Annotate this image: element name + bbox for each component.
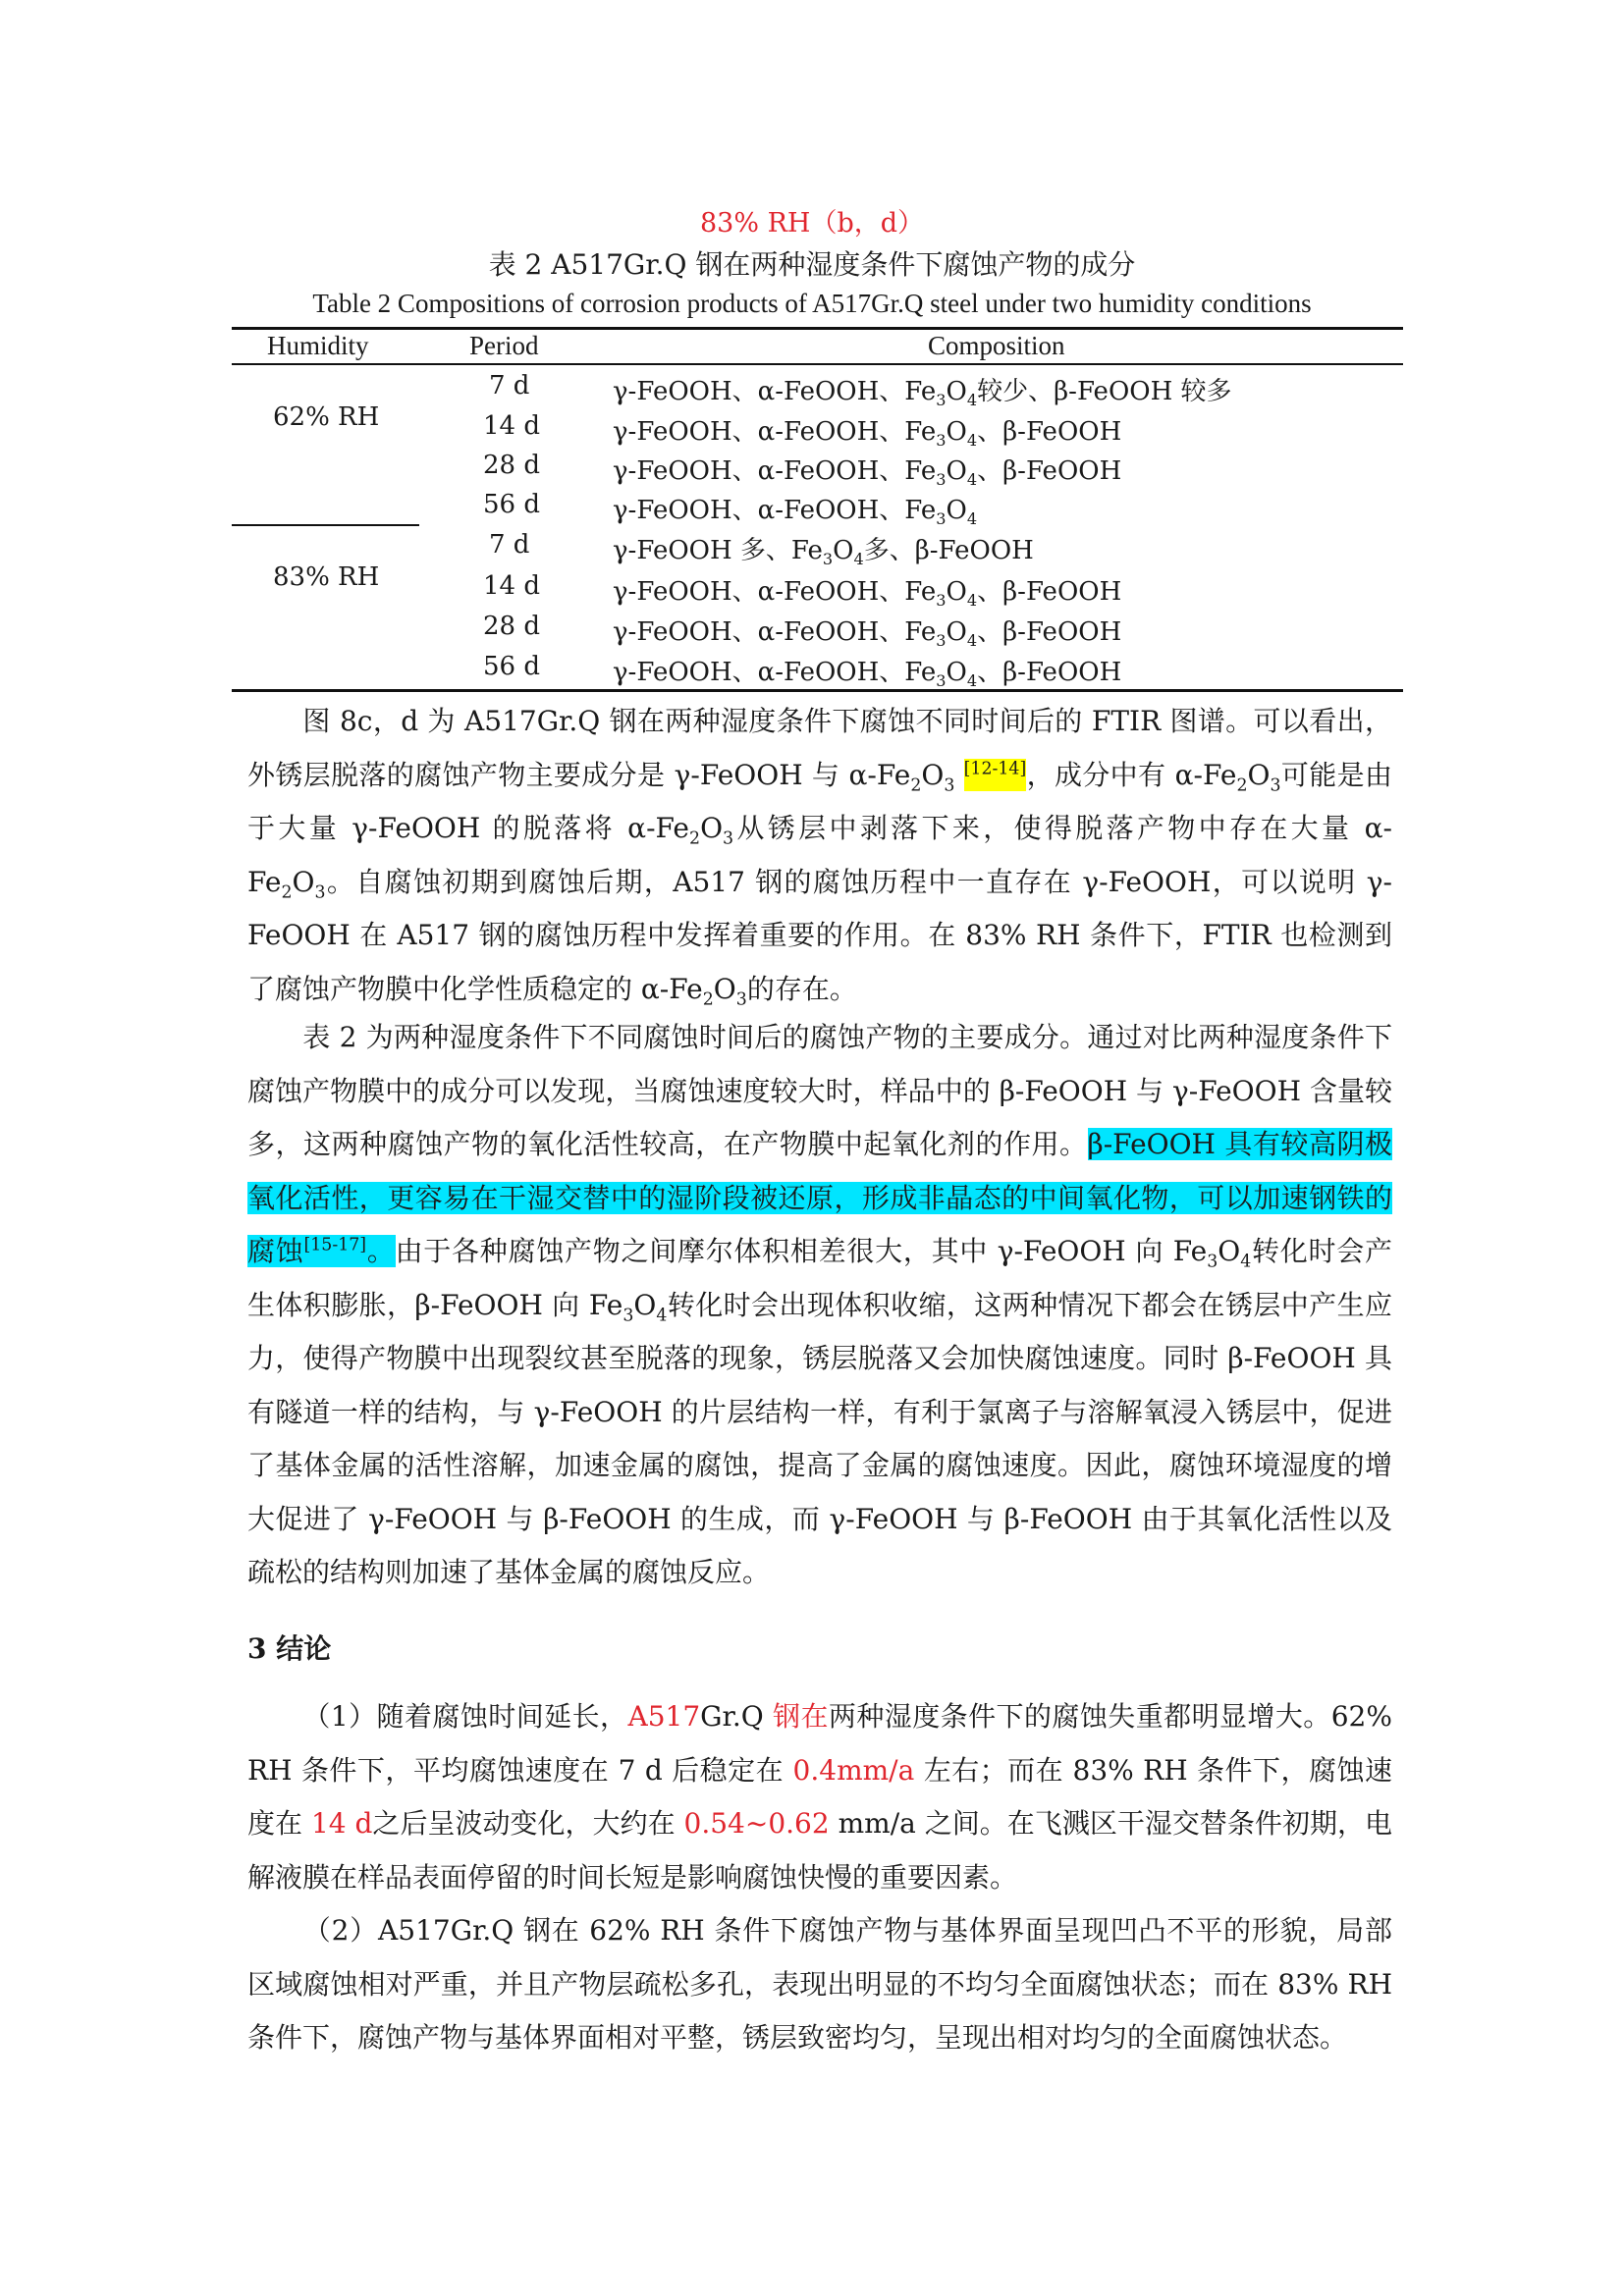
- table-humidity-62: 62% RH: [273, 402, 380, 432]
- table-row-period: 56 d: [483, 652, 540, 681]
- table-row-composition: γ-FeOOH、α-FeOOH、$Fe_3O_4$、β-FeOOH: [613, 577, 1122, 611]
- table-row-composition: γ-FeOOH、α-FeOOH、$Fe_3O_4$、β-FeOOH: [613, 456, 1122, 490]
- figure-caption-tail: 83% RH（b，d）: [699, 208, 925, 239]
- body-paragraph-conclusion-2: （2）A517Gr.Q 钢在 62% RH 条件下腐蚀产物与基体界面呈现凹凸不平的形貌，局部区域腐蚀相对严重，并且产物层疏松多孔，表现出明显的不均匀全面腐蚀状态；而在 83% RH 条件下，腐蚀产物与基体界面相对平整，锈层致密均匀，呈现出相对均匀的全面腐蚀状态。: [247, 1914, 1392, 2054]
- table-title-cn: 表 2 A517Gr.Q 钢在两种湿度条件下腐蚀产物的成分: [488, 248, 1136, 281]
- table-row-period: 28 d: [483, 612, 540, 641]
- citation-12-14: [12-14]: [964, 759, 1027, 791]
- table-title-en: Table 2 Compositions of corrosion products of A517Gr.Q steel under two humidity conditions: [312, 289, 1312, 318]
- table-header-period: Period: [469, 331, 539, 360]
- table-row-composition: γ-FeOOH、α-FeOOH、$Fe_3O_4$较少、β-FeOOH 较多: [613, 377, 1232, 410]
- table-humidity-83: 83% RH: [273, 562, 380, 592]
- body-paragraph-ftir: 图 8c，d 为 A517Gr.Q 钢在两种湿度条件下腐蚀不同时间后的 FTIR 图谱。可以看出，外锈层脱落的腐蚀产物主要成分是 γ-FeOOH 与 $\alpha-Fe_2O_3$ [12-14]，成分中有 $\alpha-Fe_2O_3$可能是由于大量 γ-FeOOH 的脱落将 $\alpha-Fe_2O_3$从锈层中剥落下来，使得脱落产物中存在大量 $\alpha-Fe_2O_3$。自腐蚀初期到腐蚀后期，A517 钢的腐蚀历程中一直存在 γ-FeOOH，可以说明 γ-FeOOH 在 A517 钢的腐蚀历程中发挥着重要的作用。在 83% RH 条件下，FTIR 也检测到了腐蚀产物膜中化学性质稳定的 $\alpha-Fe_2O_3$的存在。: [247, 705, 1392, 1010]
- table-row-composition: γ-FeOOH、α-FeOOH、$Fe_3O_4$、β-FeOOH: [613, 617, 1122, 651]
- table-row-period: 28 d: [483, 451, 540, 480]
- body-paragraph-table2: 表 2 为两种湿度条件下不同腐蚀时间后的腐蚀产物的主要成分。通过对比两种湿度条件下腐蚀产物膜中的成分可以发现，当腐蚀速度较大时，样品中的 β-FeOOH 与 γ-FeOOH 含量较多，这两种腐蚀产物的氧化活性较高，在产物膜中起氧化剂的作用。β-FeOOH 具有较高阴极氧化活性，更容易在干湿交替中的湿阶段被还原，形成非晶态的中间氧化物，可以加速钢铁的腐蚀[15-17]。由于各种腐蚀产物之间摩尔体积相差很大，其中 γ-FeOOH 向 $Fe_3O_4$转化时会产生体积膨胀，β-FeOOH 向 $Fe_3O_4$转化时会出现体积收缩，这两种情况下都会在锈层中产生应力，使得产物膜中出现裂纹甚至脱落的现象，锈层脱落又会加快腐蚀速度。同时 β-FeOOH 具有隧道一样的结构，与 γ-FeOOH 的片层结构一样，有利于氯离子与溶解氧浸入锈层中，促进了基体金属的活性溶解，加速金属的腐蚀，提高了金属的腐蚀速度。因此，腐蚀环境湿度的增大促进了 γ-FeOOH 与 β-FeOOH 的生成，而 γ-FeOOH 与 β-FeOOH 由于其氧化活性以及疏松的结构则加速了基体金属的腐蚀反应。: [247, 1021, 1392, 1588]
- table-row-composition: γ-FeOOH、α-FeOOH、$Fe_3O_4$、β-FeOOH: [613, 417, 1122, 451]
- table-row-composition: γ-FeOOH 多、$Fe_3O_4$多、β-FeOOH: [613, 536, 1034, 569]
- table-row-composition: γ-FeOOH、α-FeOOH、$Fe_3O_4$: [613, 496, 978, 529]
- table-header-composition: Composition: [928, 331, 1065, 360]
- table-top-rule: [232, 327, 1403, 330]
- body-paragraph-conclusion-1: （1）随着腐蚀时间延长，A517Gr.Q 钢在两种湿度条件下的腐蚀失重都明显增大。62% RH 条件下，平均腐蚀速度在 7 d 后稳定在 0.4mm/a 左右；而在 83% RH 条件下，腐蚀速度在 14 d之后呈波动变化，大约在 0.54~0.62 mm/a 之间。在飞溅区干湿交替条件初期，电解液膜在样品表面停留的时间长短是影响腐蚀快慢的重要因素。: [247, 1700, 1392, 1894]
- table-row-period: 56 d: [483, 490, 540, 519]
- table-group-rule: [232, 524, 419, 526]
- table-row-composition: γ-FeOOH、α-FeOOH、$Fe_3O_4$、β-FeOOH: [613, 658, 1122, 691]
- table-row-period: 7 d: [489, 371, 530, 400]
- table-row-period: 14 d: [483, 571, 540, 601]
- highlighted-sentence: β-FeOOH 具有较高阴极氧化活性，更容易在干湿交替中的湿阶段被还原，形成非晶态的中间氧化物，可以加速钢铁的腐蚀[15-17]。: [247, 1128, 1392, 1267]
- table-bottom-rule: [232, 689, 1403, 692]
- table-row-period: 14 d: [483, 411, 540, 441]
- table-header-humidity: Humidity: [267, 331, 369, 360]
- table-row-period: 7 d: [489, 530, 530, 560]
- table-header-rule: [232, 363, 1403, 365]
- section-heading-conclusion: 3 结论: [247, 1632, 332, 1665]
